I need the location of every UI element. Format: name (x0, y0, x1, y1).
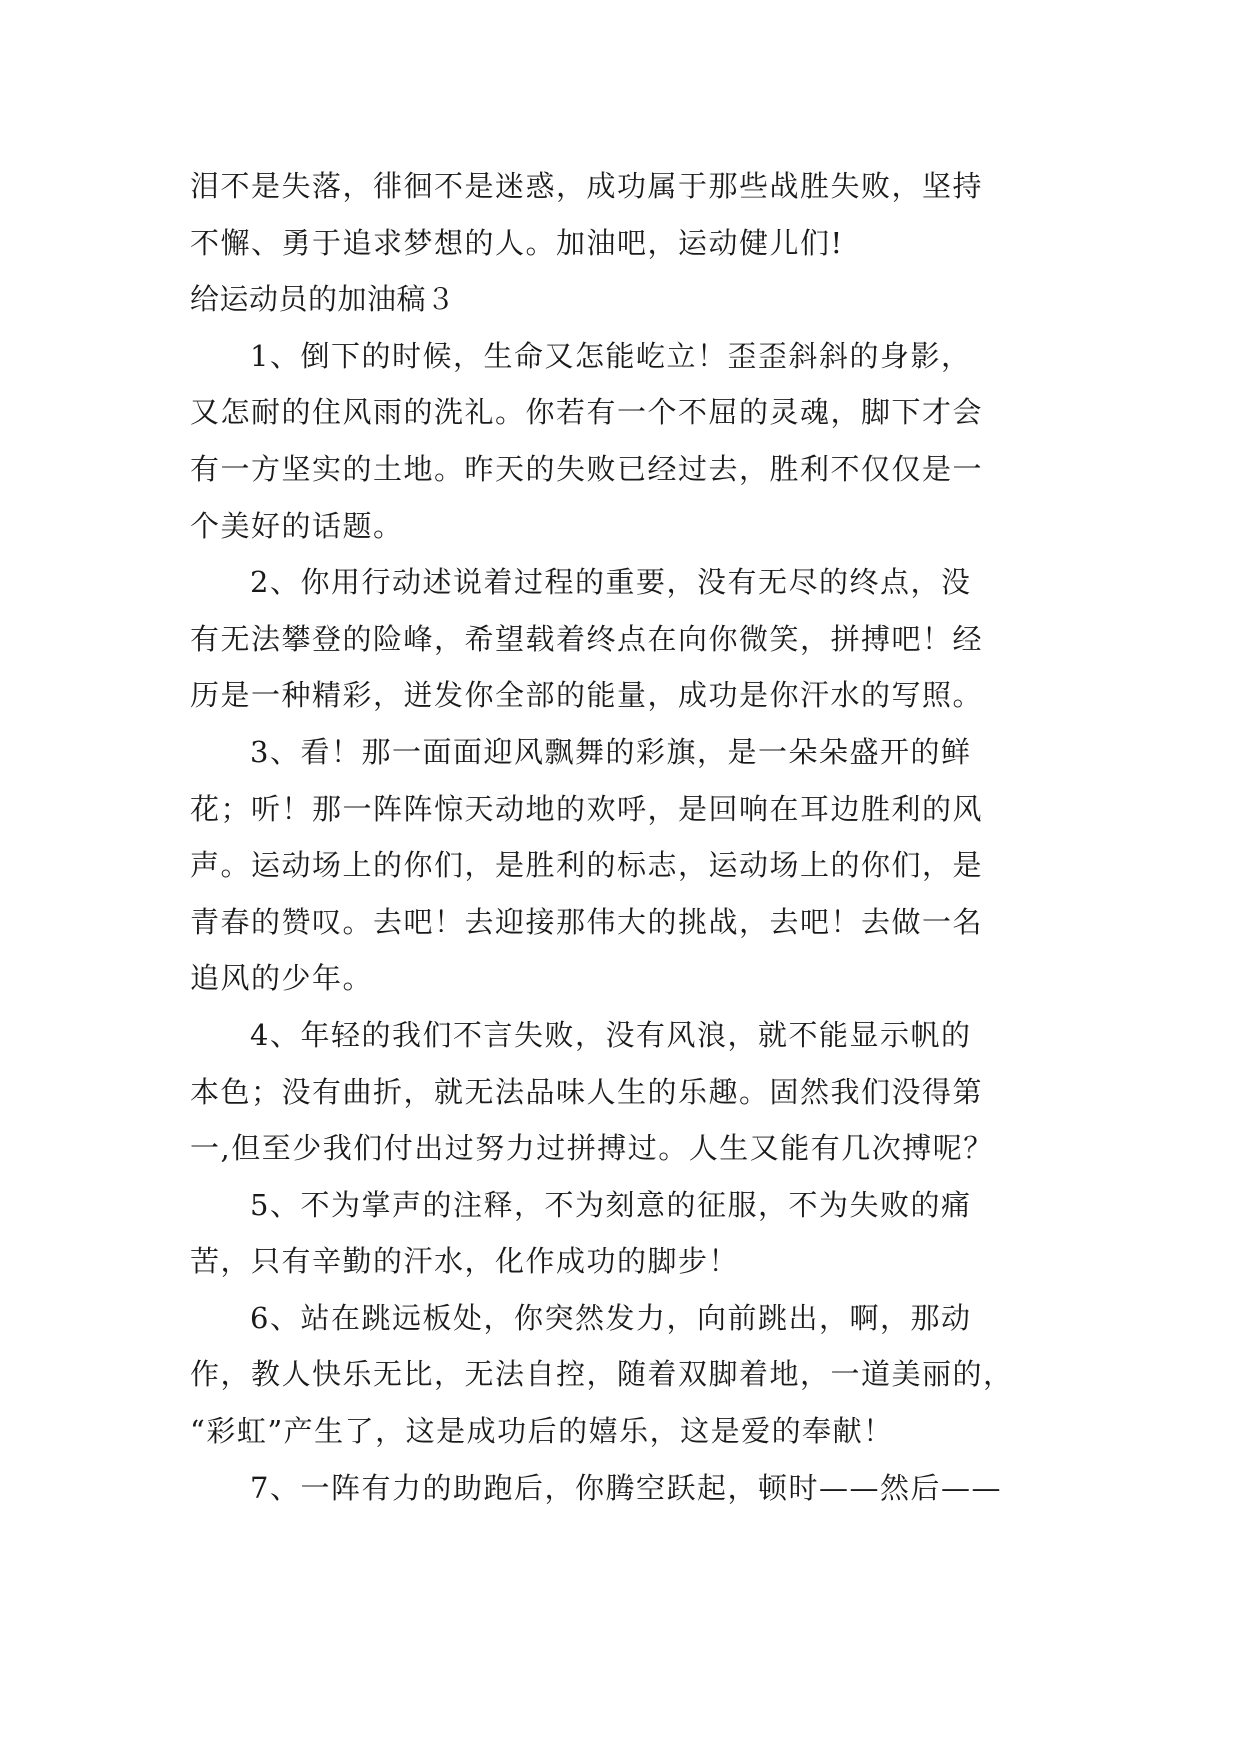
paragraph-line: 7、一阵有力的助跑后，你腾空跃起，顿时——然后—— (250, 1470, 1002, 1505)
paragraph-line: 2、你用行动述说着过程的重要，没有无尽的终点，没 (250, 565, 972, 600)
intro-line: 泪不是失落，徘徊不是迷惑，成功属于那些战胜失败，坚持 (190, 169, 984, 203)
paragraph (190, 328, 1070, 554)
paragraph (190, 554, 1070, 724)
document-body (190, 158, 1070, 1516)
paragraph (190, 1177, 1070, 1290)
paragraph-line: 历是一种精彩，迸发你全部的能量，成功是你汗水的写照。 (190, 678, 984, 713)
paragraph-line: 一,但至少我们付出过努力过拼搏过。人生又能有几次搏呢？ (190, 1131, 994, 1166)
paragraph-line: 有无法攀登的险峰，希望载着终点在向你微笑，拼搏吧！经 (190, 621, 984, 656)
paragraph-line: 青春的赞叹。去吧！去迎接那伟大的挑战，去吧！去做一名 (190, 904, 984, 939)
paragraph-line: 4、年轻的我们不言失败，没有风浪，就不能显示帆的 (250, 1017, 972, 1052)
paragraph-line: “彩虹”产生了，这是成功后的嬉乐，这是爱的奉献！ (190, 1414, 894, 1449)
intro-line: 不懈、勇于追求梦想的人。加油吧，运动健儿们! (190, 225, 844, 260)
paragraph-line: 本色；没有曲折，就无法品味人生的乐趣。固然我们没得第 (190, 1074, 984, 1109)
paragraph-line: 花；听！那一阵阵惊天动地的欢呼，是回响在耳边胜利的风 (190, 791, 984, 826)
paragraph-line: 1、倒下的时候，生命又怎能屹立！歪歪斜斜的身影， (250, 338, 972, 373)
paragraph (190, 1007, 1070, 1177)
paragraph-line: 5、不为掌声的注释，不为刻意的征服，不为失败的痛 (250, 1187, 972, 1222)
paragraph-line: 3、看！那一面面迎风飘舞的彩旗，是一朵朵盛开的鲜 (250, 734, 972, 769)
paragraph-line: 有一方坚实的土地。昨天的失败已经过去，胜利不仅仅是一 (190, 451, 984, 486)
paragraph (190, 724, 1070, 1007)
paragraph-line: 声。运动场上的你们，是胜利的标志，运动场上的你们，是 (190, 848, 984, 883)
paragraph (190, 1460, 1070, 1517)
paragraph-line: 个美好的话题。 (190, 508, 404, 543)
paragraph-line: 又怎耐的住风雨的洗礼。你若有一个不屈的灵魂，脚下才会 (190, 395, 984, 430)
section-title: 给运动员的加油稿３ (190, 282, 456, 317)
paragraph-line: 作，教人快乐无比，无法自控，随着双脚着地，一道美丽的， (190, 1357, 1014, 1392)
paragraph-line: 6、站在跳远板处，你突然发力，向前跳出，啊，那动 (250, 1300, 972, 1335)
paragraph-line: 追风的少年。 (190, 961, 374, 996)
paragraph-line: 苦，只有辛勤的汗水，化作成功的脚步！ (190, 1244, 740, 1279)
paragraph (190, 1290, 1070, 1460)
